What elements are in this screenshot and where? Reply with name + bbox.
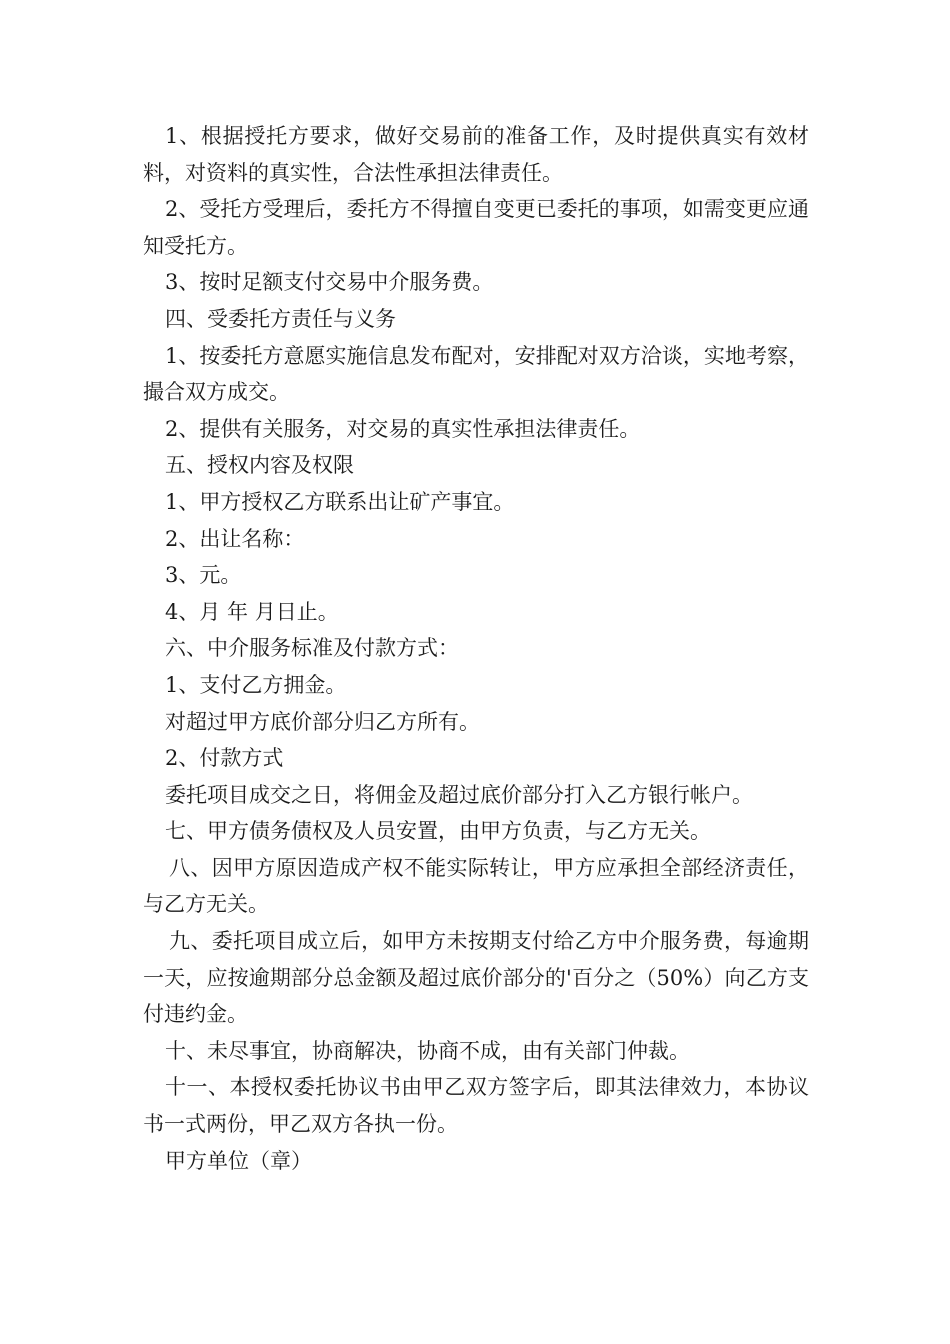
paragraph-fee-2: 2、付款方式	[165, 746, 284, 771]
paragraph-authority-3: 3、元。	[165, 563, 242, 588]
section-heading-5: 五、授权内容及权限	[165, 453, 354, 478]
paragraph-agent-duty-1: 1、按委托方意愿实施信息发布配对，安排配对双方洽谈，实地考察，撮合双方成交。	[143, 343, 809, 405]
paragraph-authority-4: 4、月 年 月日止。	[165, 599, 339, 624]
paragraph-authority-1: 1、甲方授权乙方联系出让矿产事宜。	[165, 489, 515, 514]
party-a-signature-label: 甲方单位（章）	[165, 1148, 312, 1173]
section-8: 八、因甲方原因造成产权不能实际转让，甲方应承担全部经济责任，与乙方无关。	[143, 855, 809, 917]
section-11: 十一、本授权委托协议书由甲乙双方签字后，即其法律效力，本协议书一式两份，甲乙双方各执一份。	[143, 1075, 809, 1137]
paragraph-fee-payment: 委托项目成交之日，将佣金及超过底价部分打入乙方银行帐户。	[165, 782, 753, 807]
paragraph-fee-surplus: 对超过甲方底价部分归乙方所有。	[165, 709, 480, 734]
paragraph-client-duty-1: 1、根据授托方要求，做好交易前的准备工作，及时提供真实有效材料，对资料的真实性，合法性承担法律责任。	[143, 124, 809, 185]
section-10: 十、未尽事宜，协商解决，协商不成，由有关部门仲裁。	[165, 1038, 690, 1063]
paragraph-client-duty-3: 3、按时足额支付交易中介服务费。	[165, 270, 494, 295]
paragraph-fee-1: 1、支付乙方拥金。	[165, 672, 347, 697]
section-7: 七、甲方债务债权及人员安置，由甲方负责，与乙方无关。	[165, 819, 711, 844]
paragraph-authority-2: 2、出让名称：	[165, 526, 305, 551]
section-heading-4: 四、受委托方责任与义务	[165, 306, 396, 331]
section-9: 九、委托项目成立后，如甲方未按期支付给乙方中介服务费，每逾期一天，应按逾期部分总金额及超过底价部分的'百分之（50%）向乙方支付违约金。	[143, 929, 809, 1027]
section-heading-6: 六、中介服务标准及付款方式：	[165, 636, 459, 661]
paragraph-client-duty-2: 2、受托方受理后，委托方不得擅自变更已委托的事项，如需变更应通知受托方。	[143, 197, 809, 258]
document-body	[143, 118, 809, 1179]
paragraph-agent-duty-2: 2、提供有关服务，对交易的真实性承担法律责任。	[165, 416, 641, 441]
